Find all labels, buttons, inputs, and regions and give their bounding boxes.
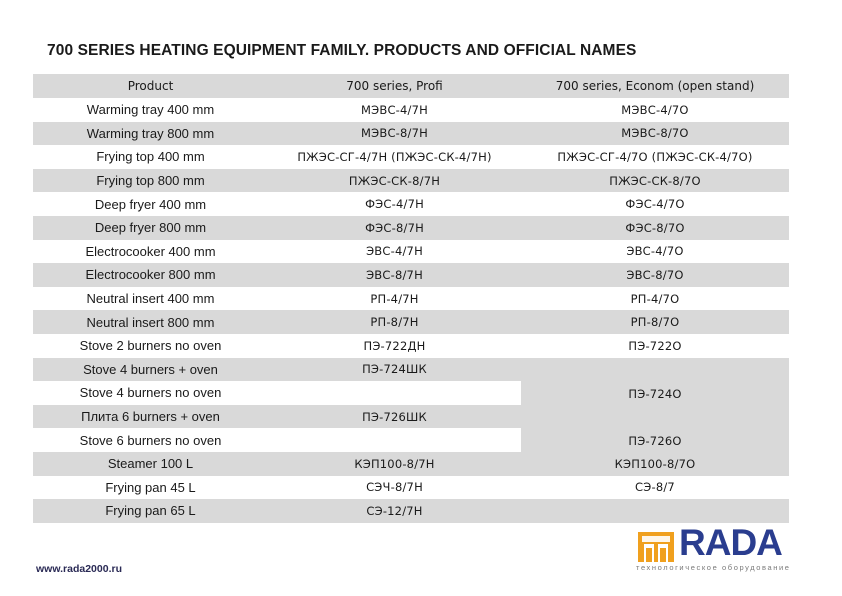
table-row <box>33 334 789 358</box>
econom-cell: ПЭ-726О <box>628 433 682 448</box>
products-table <box>33 74 789 523</box>
table-row <box>33 358 789 382</box>
table-row <box>33 216 789 240</box>
table-header-row <box>33 74 789 98</box>
econom-cell: ФЭС-8/7О <box>625 220 685 235</box>
logo-wordmark: RADA <box>679 522 782 563</box>
product-cell: Warming tray 800 mm <box>86 125 215 141</box>
product-cell: Плита 6 burners + oven <box>81 409 220 425</box>
profi-cell: СЭ-12/7Н <box>366 503 423 518</box>
econom-cell <box>521 499 789 523</box>
table-row <box>33 192 789 216</box>
product-cell: Neutral insert 800 mm <box>86 314 215 330</box>
product-cell: Frying top 400 mm <box>96 149 205 165</box>
econom-cell: РП-8/7О <box>630 315 680 330</box>
econom-cell: МЭВС-8/7О <box>621 126 689 141</box>
profi-cell <box>268 428 521 452</box>
table-row <box>33 310 789 334</box>
table-row <box>33 122 789 146</box>
profi-cell: ПЭ-724ШК <box>362 362 427 377</box>
profi-cell: ПЖЭС-СГ-4/7Н (ПЖЭС-СК-4/7Н) <box>297 149 492 164</box>
website-url: www.rada2000.ru <box>36 563 122 575</box>
profi-cell: ЭВС-8/7Н <box>366 267 423 282</box>
logo-tagline: технологическое оборудование <box>636 563 791 572</box>
profi-cell: КЭП100-8/7Н <box>354 456 435 471</box>
rada-emblem-icon <box>636 526 678 564</box>
header-profi: 700 series, Profi <box>346 79 443 93</box>
product-cell: Frying pan 45 L <box>105 479 196 495</box>
profi-cell: РП-8/7Н <box>370 315 419 330</box>
product-cell: Stove 4 burners no oven <box>79 385 222 401</box>
table-row <box>33 499 789 523</box>
product-cell: Deep fryer 400 mm <box>94 196 207 212</box>
table-row <box>33 240 789 264</box>
product-cell: Neutral insert 400 mm <box>86 291 215 307</box>
econom-cell: ПЭ-724О <box>628 386 682 401</box>
profi-cell: ЭВС-4/7Н <box>366 244 423 259</box>
profi-cell <box>268 381 521 405</box>
profi-cell: ПЖЭС-СК-8/7Н <box>348 173 441 188</box>
profi-cell: МЭВС-4/7Н <box>361 102 428 117</box>
table-row <box>33 145 789 169</box>
product-cell: Electrocooker 800 mm <box>85 267 216 283</box>
econom-cell: КЭП100-8/7О <box>614 456 696 471</box>
product-cell: Stove 4 burners + oven <box>83 361 218 377</box>
econom-cell: ФЭС-4/7О <box>625 197 685 212</box>
table-row <box>33 476 789 500</box>
product-cell: Warming tray 400 mm <box>86 102 215 118</box>
profi-cell: СЭЧ-8/7Н <box>366 480 423 495</box>
econom-cell: СЭ-8/7 <box>635 480 675 495</box>
econom-cell: МЭВС-4/7О <box>621 102 689 117</box>
header-product: Product <box>127 79 174 93</box>
table-row <box>33 263 789 287</box>
econom-cell: ЭВС-4/7О <box>626 244 684 259</box>
product-cell: Stove 6 burners no oven <box>79 432 222 448</box>
product-cell: Frying pan 65 L <box>105 503 196 519</box>
profi-cell: ФЭС-8/7Н <box>365 220 424 235</box>
econom-cell: ПЭ-722О <box>628 338 682 353</box>
econom-cell: ЭВС-8/7О <box>626 267 684 282</box>
table-row <box>33 169 789 193</box>
profi-cell: ПЭ-722ДН <box>363 338 426 353</box>
table-row <box>33 287 789 311</box>
product-cell: Steamer 100 L <box>107 456 194 472</box>
profi-cell: МЭВС-8/7Н <box>361 126 428 141</box>
econom-cell: РП-4/7О <box>630 291 680 306</box>
table-row <box>33 98 789 122</box>
header-econom: 700 series, Econom (open stand) <box>555 79 755 93</box>
product-cell: Stove 2 burners no oven <box>79 338 222 354</box>
econom-cell: ПЖЭС-СК-8/7О <box>609 173 701 188</box>
table-row <box>33 405 789 429</box>
product-cell: Electrocooker 400 mm <box>85 243 216 259</box>
profi-cell: ПЭ-726ШК <box>362 409 427 424</box>
page-title: 700 SERIES HEATING EQUIPMENT FAMILY. PRODUCTS AND OFFICIAL NAMES <box>47 42 637 59</box>
profi-cell: ФЭС-4/7Н <box>365 197 424 212</box>
table-row <box>33 452 789 476</box>
rada-logo <box>636 524 810 580</box>
profi-cell: РП-4/7Н <box>370 291 419 306</box>
product-cell: Deep fryer 800 mm <box>94 220 207 236</box>
econom-cell: ПЖЭС-СГ-4/7О (ПЖЭС-СК-4/7О) <box>557 149 753 164</box>
product-cell: Frying top 800 mm <box>96 173 205 189</box>
